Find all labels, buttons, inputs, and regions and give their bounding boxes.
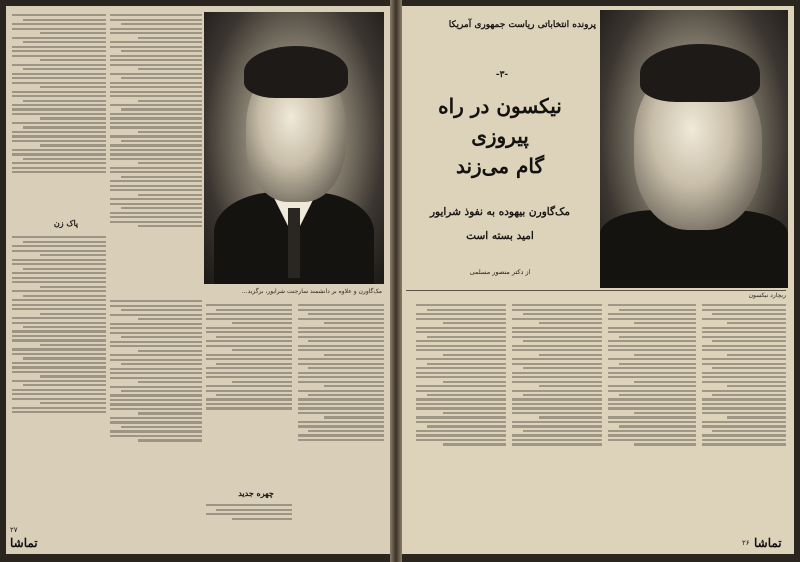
headline-line-2: پیروزی: [471, 124, 529, 148]
headline-line-1: نیکسون در راه: [438, 94, 562, 118]
nixon-photo-caption: ریچارد نیکسون: [748, 292, 786, 299]
left-page-column-lower-center: [206, 302, 292, 482]
right-page-column-2: [608, 302, 696, 534]
magazine-logo-left: تماشا: [10, 536, 38, 550]
subheadline-line-2: امید بسته است: [466, 230, 534, 242]
column-divider: [406, 290, 786, 291]
left-page: [6, 6, 390, 554]
left-page-number: ۲۷: [10, 526, 18, 534]
left-section-heading-1: پاک زن: [53, 218, 79, 228]
right-page-column-4: [416, 302, 506, 534]
nixon-portrait-photo: [600, 10, 788, 288]
spread-gutter: [390, 0, 402, 562]
right-page-number: ۲۶: [742, 539, 750, 547]
right-page-column-3: [512, 302, 602, 534]
left-page-column-lower-left: [12, 234, 106, 534]
right-page: [402, 6, 794, 554]
article-byline: از دکتر منصور مسلمی: [469, 268, 531, 276]
right-page-column-1: [702, 302, 786, 534]
left-page-column-far-left: [12, 12, 106, 212]
left-page-column-lower-center-b: [206, 502, 292, 536]
left-page-column-lower-right: [298, 302, 384, 534]
left-section-heading-2: چهره جدید: [238, 488, 274, 498]
headline-line-3: گام می‌زند: [455, 154, 545, 178]
mcgovern-portrait-photo: [204, 12, 384, 284]
subheadline-line-1: مک‌گاورن بیهوده به نفوذ شرایور: [429, 206, 571, 218]
mcgovern-photo-caption: مک‌گاورن و علاوه بر دانشمند سارجنت شرایور، برگزید...: [241, 288, 382, 295]
left-page-column-lower-middle: [110, 298, 202, 534]
series-title: پرونده انتخاباتی ریاست جمهوری آمریکا: [448, 20, 596, 30]
magazine-logo-right: تماشا: [754, 536, 782, 550]
part-number: -۳-: [495, 70, 509, 80]
left-page-column-beside-photo: [110, 12, 202, 284]
